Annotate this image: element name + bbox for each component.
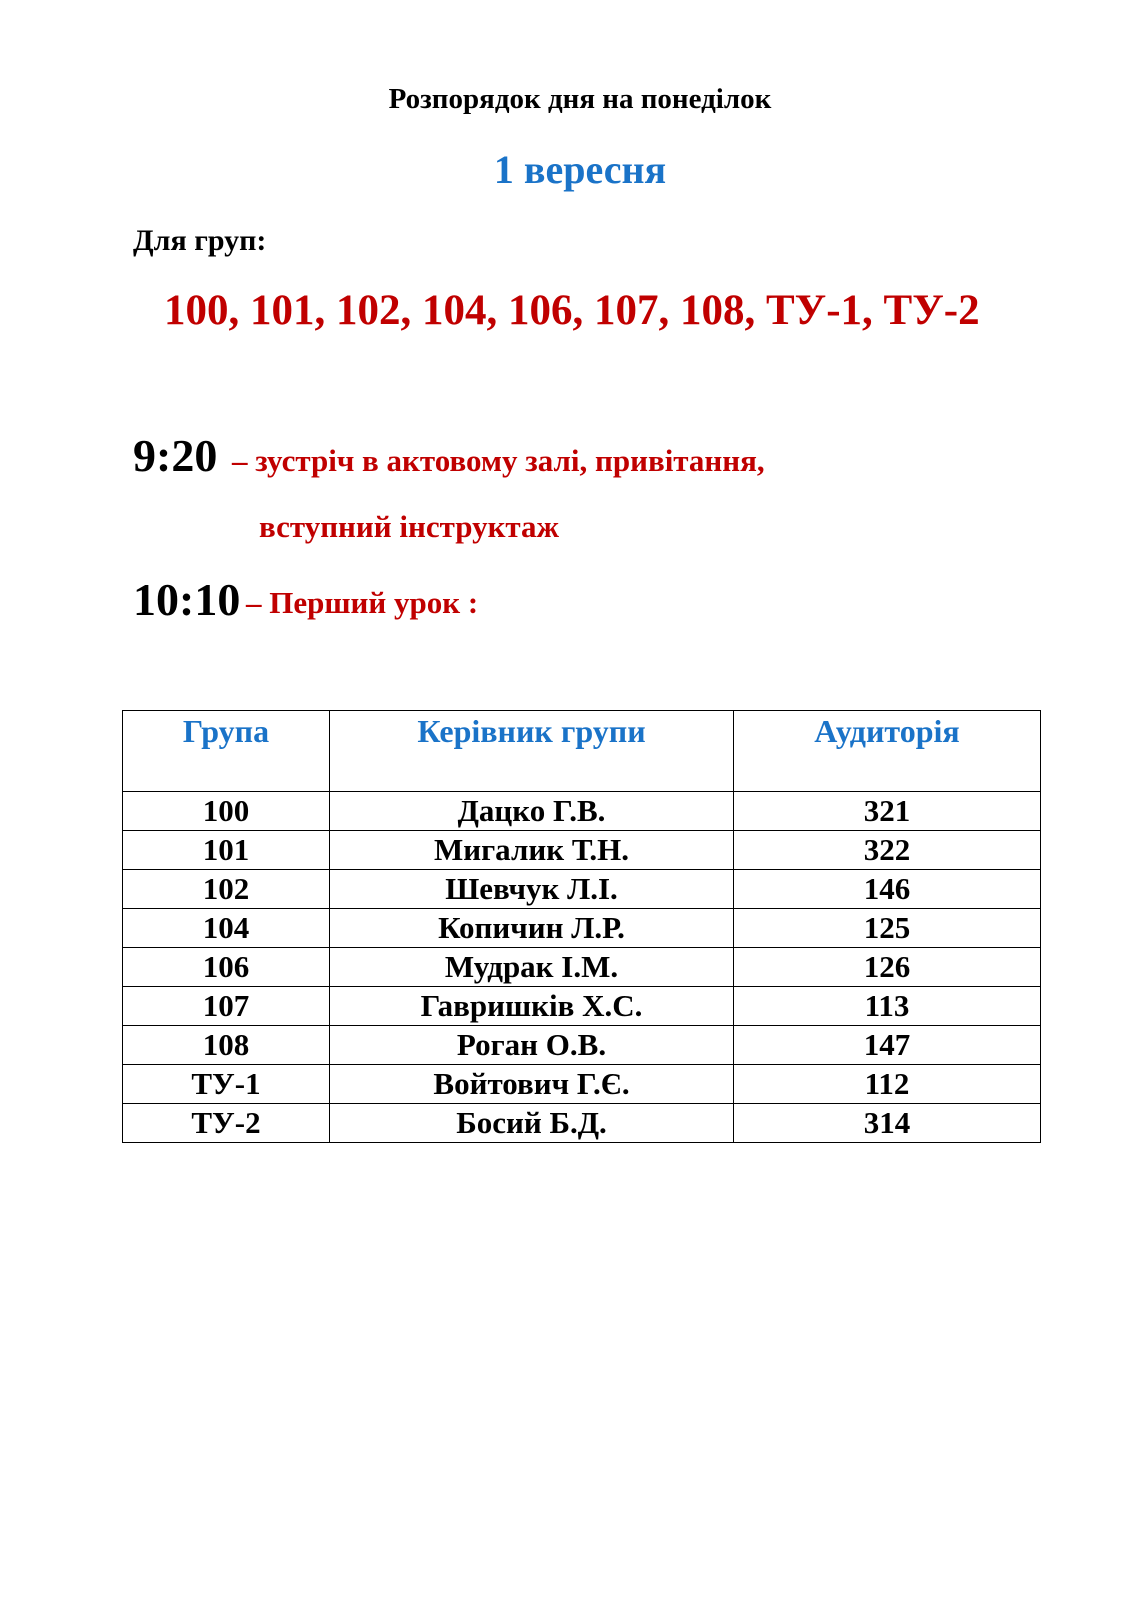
cell-supervisor: Босий Б.Д. [330, 1104, 734, 1143]
event-text-1-continued: вступний інструктаж [259, 509, 560, 544]
cell-room: 126 [734, 948, 1041, 987]
table-row [123, 870, 1041, 909]
cell-supervisor: Дацко Г.В. [330, 792, 734, 831]
header-room: Аудиторія [734, 711, 1041, 792]
cell-room: 314 [734, 1104, 1041, 1143]
table-row [123, 831, 1041, 870]
cell-group: 108 [123, 1026, 330, 1065]
event-text-2: – Перший урок : [246, 585, 479, 620]
event-text-1: – зустріч в актовому залі, привітання, [232, 443, 765, 478]
date-heading: 1 вересня [493, 147, 667, 192]
header-group: Група [123, 711, 330, 792]
cell-room: 113 [734, 987, 1041, 1026]
cell-group: 106 [123, 948, 330, 987]
page-title: Розпорядок дня на понеділок [388, 83, 772, 115]
cell-supervisor: Роган О.В. [330, 1026, 734, 1065]
cell-room: 146 [734, 870, 1041, 909]
cell-group: 101 [123, 831, 330, 870]
cell-supervisor: Войтович Г.Є. [330, 1065, 734, 1104]
table-row [123, 792, 1041, 831]
cell-group: ТУ-2 [123, 1104, 330, 1143]
table-row [123, 987, 1041, 1026]
cell-group: ТУ-1 [123, 1065, 330, 1104]
cell-group: 100 [123, 792, 330, 831]
cell-room: 112 [734, 1065, 1041, 1104]
group-table [122, 710, 1041, 1143]
cell-room: 321 [734, 792, 1041, 831]
cell-supervisor: Шевчук Л.І. [330, 870, 734, 909]
cell-room: 147 [734, 1026, 1041, 1065]
cell-room: 125 [734, 909, 1041, 948]
cell-supervisor: Мудрак І.М. [330, 948, 734, 987]
event-time-2: 10:10 [133, 574, 241, 625]
event-time-1: 9:20 [133, 430, 218, 481]
cell-group: 102 [123, 870, 330, 909]
cell-supervisor: Мигалик Т.Н. [330, 831, 734, 870]
cell-room: 322 [734, 831, 1041, 870]
cell-supervisor: Гавришків Х.С. [330, 987, 734, 1026]
table-row [123, 1026, 1041, 1065]
table-row [123, 1104, 1041, 1143]
table-header-row [123, 711, 1041, 792]
groups-list: 100, 101, 102, 104, 106, 107, 108, ТУ-1, ТУ-2 [164, 287, 980, 334]
cell-group: 107 [123, 987, 330, 1026]
table-row [123, 1065, 1041, 1104]
table-row [123, 909, 1041, 948]
cell-group: 104 [123, 909, 330, 948]
header-supervisor: Керівник групи [330, 711, 734, 792]
groups-label: Для груп: [133, 224, 267, 257]
table-row [123, 948, 1041, 987]
cell-supervisor: Копичин Л.Р. [330, 909, 734, 948]
